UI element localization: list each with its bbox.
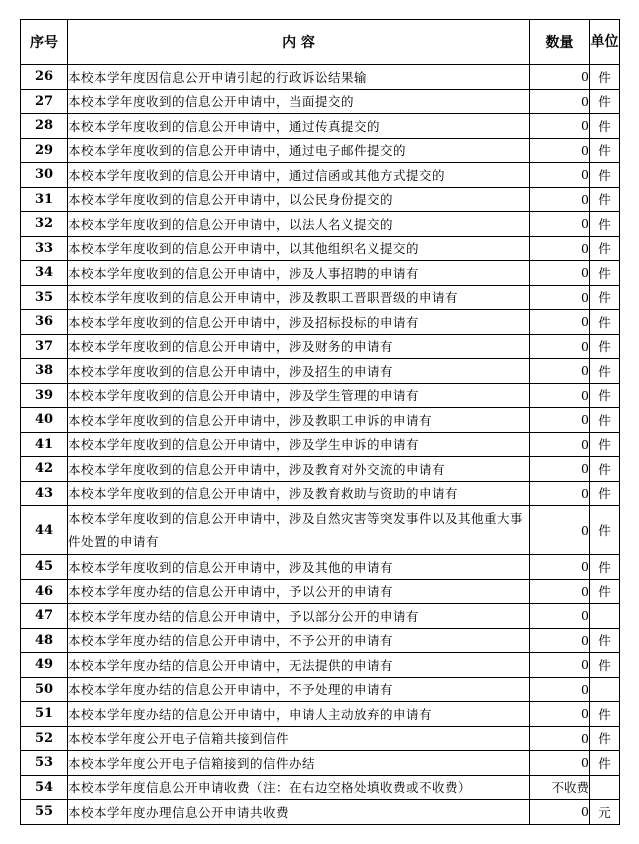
row-seq: 26 [21,65,68,90]
row-content: 本校本学年度收到的信息公开申请中，涉及教育对外交流的申请有 [68,457,530,482]
row-seq: 36 [21,310,68,335]
row-unit: 件 [590,726,620,751]
row-unit: 件 [590,236,620,261]
row-unit: 件 [590,261,620,286]
row-qty: 0 [530,653,590,678]
table-row [21,506,620,555]
row-qty: 0 [530,65,590,90]
row-content: 本校本学年度办结的信息公开申请中，申请人主动放弃的申请有 [68,702,530,727]
row-unit: 件 [590,555,620,580]
row-content: 本校本学年度收到的信息公开申请中，涉及财务的申请有 [68,334,530,359]
row-content: 本校本学年度信息公开申请收费（注：在右边空格处填收费或不收费） [68,775,530,800]
row-seq: 29 [21,138,68,163]
row-seq: 46 [21,579,68,604]
row-content: 本校本学年度收到的信息公开申请中，涉及其他的申请有 [68,555,530,580]
row-seq: 33 [21,236,68,261]
header-content: 内 容 [68,20,530,65]
row-unit: 件 [590,481,620,506]
row-unit: 件 [590,628,620,653]
row-qty: 0 [530,457,590,482]
table-row [21,163,620,188]
row-content: 本校本学年度公开电子信箱共接到信件 [68,726,530,751]
row-unit: 件 [590,138,620,163]
row-content: 本校本学年度公开电子信箱接到的信件办结 [68,751,530,776]
row-qty: 0 [530,236,590,261]
table-row [21,334,620,359]
row-seq: 34 [21,261,68,286]
table-row [21,212,620,237]
row-content: 本校本学年度收到的信息公开申请中，通过传真提交的 [68,114,530,139]
row-seq: 53 [21,751,68,776]
row-content: 本校本学年度办结的信息公开申请中，予以部分公开的申请有 [68,604,530,629]
row-qty: 0 [530,800,590,825]
row-seq: 30 [21,163,68,188]
table-row [21,481,620,506]
row-qty: 0 [530,310,590,335]
row-seq: 41 [21,432,68,457]
table-row [21,359,620,384]
row-unit: 件 [590,212,620,237]
row-unit: 件 [590,751,620,776]
row-qty: 0 [530,604,590,629]
row-content: 本校本学年度办结的信息公开申请中，不予公开的申请有 [68,628,530,653]
row-unit: 件 [590,383,620,408]
row-qty: 0 [530,555,590,580]
row-seq: 50 [21,677,68,702]
row-qty: 不收费 [530,775,590,800]
row-unit: 件 [590,359,620,384]
row-seq: 54 [21,775,68,800]
row-unit: 件 [590,702,620,727]
row-content: 本校本学年度收到的信息公开申请中，涉及招生的申请有 [68,359,530,384]
table-row [21,457,620,482]
row-seq: 45 [21,555,68,580]
table-row [21,726,620,751]
row-unit: 件 [590,334,620,359]
row-qty: 0 [530,751,590,776]
table-row [21,579,620,604]
table-row [21,114,620,139]
table-row [21,65,620,90]
row-unit: 件 [590,432,620,457]
row-seq: 40 [21,408,68,433]
table-row [21,236,620,261]
row-seq: 39 [21,383,68,408]
table-row [21,383,620,408]
header-seq: 序号 [21,20,68,65]
table-body [21,65,620,825]
row-qty: 0 [530,677,590,702]
row-content: 本校本学年度收到的信息公开申请中，以法人名义提交的 [68,212,530,237]
row-qty: 0 [530,359,590,384]
row-qty: 0 [530,579,590,604]
row-content: 本校本学年度收到的信息公开申请中，涉及教职工申诉的申请有 [68,408,530,433]
table-row [21,775,620,800]
row-seq: 32 [21,212,68,237]
row-qty: 0 [530,212,590,237]
header-qty: 数量 [530,20,590,65]
table-row [21,261,620,286]
row-content: 本校本学年度办理信息公开申请共收费 [68,800,530,825]
row-seq: 42 [21,457,68,482]
row-seq: 55 [21,800,68,825]
table-row [21,653,620,678]
row-seq: 48 [21,628,68,653]
row-qty: 0 [530,408,590,433]
row-qty: 0 [530,114,590,139]
row-content: 本校本学年度收到的信息公开申请中，涉及学生管理的申请有 [68,383,530,408]
header-row [21,20,620,65]
row-unit: 件 [590,187,620,212]
table-row [21,800,620,825]
row-qty: 0 [530,285,590,310]
row-content: 本校本学年度收到的信息公开申请中，涉及教职工晋职晋级的申请有 [68,285,530,310]
row-content: 本校本学年度收到的信息公开申请中，涉及人事招聘的申请有 [68,261,530,286]
row-seq: 52 [21,726,68,751]
row-unit: 件 [590,653,620,678]
row-qty: 0 [530,628,590,653]
row-content: 本校本学年度收到的信息公开申请中，以公民身份提交的 [68,187,530,212]
row-content: 本校本学年度收到的信息公开申请中，通过信函或其他方式提交的 [68,163,530,188]
row-content: 本校本学年度收到的信息公开申请中，涉及教育救助与资助的申请有 [68,481,530,506]
row-qty: 0 [530,702,590,727]
disclosure-stats-table [20,19,620,825]
row-seq: 43 [21,481,68,506]
row-unit [590,677,620,702]
row-unit: 件 [590,114,620,139]
row-unit: 件 [590,579,620,604]
table-row [21,138,620,163]
row-unit [590,775,620,800]
row-qty: 0 [530,138,590,163]
row-seq: 47 [21,604,68,629]
table-row [21,408,620,433]
table-row [21,702,620,727]
table-row [21,89,620,114]
row-content: 本校本学年度收到的信息公开申请中，通过电子邮件提交的 [68,138,530,163]
row-unit: 件 [590,506,620,555]
row-unit: 件 [590,89,620,114]
row-qty: 0 [530,506,590,555]
row-content: 本校本学年度办结的信息公开申请中，无法提供的申请有 [68,653,530,678]
row-unit [590,604,620,629]
row-content: 本校本学年度收到的信息公开申请中，涉及招标投标的申请有 [68,310,530,335]
row-qty: 0 [530,261,590,286]
row-qty: 0 [530,187,590,212]
row-content: 本校本学年度收到的信息公开申请中，以其他组织名义提交的 [68,236,530,261]
row-qty: 0 [530,481,590,506]
row-seq: 27 [21,89,68,114]
row-content: 本校本学年度办结的信息公开申请中，予以公开的申请有 [68,579,530,604]
row-content: 本校本学年度收到的信息公开申请中，当面提交的 [68,89,530,114]
row-content: 本校本学年度收到的信息公开申请中，涉及自然灾害等突发事件以及其他重大事件处置的申请有 [68,506,530,555]
row-unit: 件 [590,163,620,188]
row-content: 本校本学年度收到的信息公开申请中，涉及学生申诉的申请有 [68,432,530,457]
table-row [21,555,620,580]
table-row [21,604,620,629]
row-unit: 元 [590,800,620,825]
table-row [21,628,620,653]
row-seq: 35 [21,285,68,310]
row-qty: 0 [530,163,590,188]
table-row [21,310,620,335]
table-row [21,285,620,310]
row-qty: 0 [530,89,590,114]
row-qty: 0 [530,432,590,457]
row-seq: 44 [21,506,68,555]
row-unit: 件 [590,285,620,310]
row-content: 本校本学年度因信息公开申请引起的行政诉讼结果输 [68,65,530,90]
table-row [21,751,620,776]
row-seq: 31 [21,187,68,212]
table-row [21,432,620,457]
row-unit: 件 [590,408,620,433]
row-seq: 51 [21,702,68,727]
table-row [21,187,620,212]
row-seq: 38 [21,359,68,384]
row-seq: 37 [21,334,68,359]
table-row [21,677,620,702]
row-unit: 件 [590,65,620,90]
row-seq: 49 [21,653,68,678]
row-seq: 28 [21,114,68,139]
row-qty: 0 [530,383,590,408]
row-unit: 件 [590,457,620,482]
row-unit: 件 [590,310,620,335]
row-content: 本校本学年度办结的信息公开申请中，不予处理的申请有 [68,677,530,702]
row-qty: 0 [530,726,590,751]
header-unit: 单位 [590,20,620,65]
row-qty: 0 [530,334,590,359]
